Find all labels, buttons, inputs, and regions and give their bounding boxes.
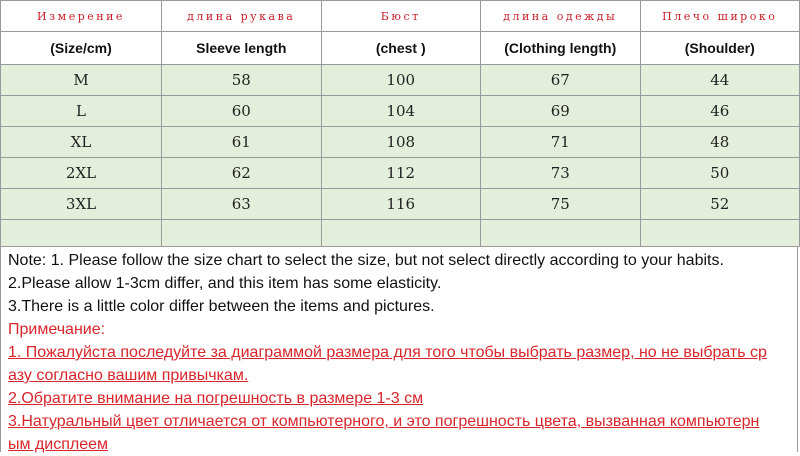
chest-cell: 116	[321, 189, 481, 220]
header-en-size: (Size/cm)	[1, 32, 162, 65]
chest-cell: 108	[321, 127, 481, 158]
note-english-3: 3.There is a little color differ between the items and pictures.	[8, 298, 435, 315]
length-cell: 75	[481, 189, 641, 220]
table-row	[1, 96, 800, 127]
header-ru-size: Измерение	[1, 1, 162, 32]
header-ru-sleeve: длина рукава	[162, 1, 322, 32]
note-english-1: Note: 1. Please follow the size chart to select the size, but not select directly according to your habits.	[8, 252, 724, 269]
header-ru-shoulder: Плечо широко	[640, 1, 800, 32]
header-en-chest: (chest )	[321, 32, 481, 65]
shoulder-cell: 52	[640, 189, 800, 220]
header-ru-length: длина одежды	[481, 1, 641, 32]
note-russian-title: Примечание:	[8, 321, 106, 338]
header-ru-chest: Бюст	[321, 1, 481, 32]
empty-cell	[640, 220, 800, 247]
shoulder-cell: 46	[640, 96, 800, 127]
empty-row	[1, 220, 800, 247]
table-row	[1, 65, 800, 96]
length-cell: 69	[481, 96, 641, 127]
sleeve-cell: 58	[162, 65, 322, 96]
size-cell: XL	[1, 127, 162, 158]
header-en-sleeve: Sleeve length	[162, 32, 322, 65]
length-cell: 67	[481, 65, 641, 96]
size-cell: M	[1, 65, 162, 96]
size-cell: 2XL	[1, 158, 162, 189]
table-row	[1, 127, 800, 158]
length-cell: 71	[481, 127, 641, 158]
chest-cell: 100	[321, 65, 481, 96]
note-russian-3a: 3.Натуральный цвет отличается от компьютерного, и это погрешность цвета, вызванная компьютерн	[8, 413, 760, 430]
header-row-english	[1, 32, 800, 65]
notes-section	[0, 246, 798, 452]
shoulder-cell: 50	[640, 158, 800, 189]
shoulder-cell: 44	[640, 65, 800, 96]
empty-cell	[481, 220, 641, 247]
size-cell: 3XL	[1, 189, 162, 220]
note-russian-2: 2.Обратите внимание на погрешность в размере 1-3 см	[8, 390, 424, 407]
length-cell: 73	[481, 158, 641, 189]
empty-cell	[162, 220, 322, 247]
header-en-length: (Clothing length)	[481, 32, 641, 65]
note-russian-1a: 1. Пожалуйста последуйте за диаграммой размера для того чтобы выбрать размер, но не выбрать ср	[8, 344, 767, 361]
size-cell: L	[1, 96, 162, 127]
empty-cell	[321, 220, 481, 247]
sleeve-cell: 61	[162, 127, 322, 158]
note-russian-3b: ым дисплеем	[8, 436, 109, 453]
chest-cell: 112	[321, 158, 481, 189]
header-row-russian	[1, 1, 800, 32]
sleeve-cell: 60	[162, 96, 322, 127]
sleeve-cell: 62	[162, 158, 322, 189]
table-row	[1, 158, 800, 189]
empty-cell	[1, 220, 162, 247]
sleeve-cell: 63	[162, 189, 322, 220]
note-russian-1b: азу согласно вашим привычкам.	[8, 367, 249, 384]
chest-cell: 104	[321, 96, 481, 127]
table-row	[1, 189, 800, 220]
header-en-shoulder: (Shoulder)	[640, 32, 800, 65]
shoulder-cell: 48	[640, 127, 800, 158]
note-english-2: 2.Please allow 1-3cm differ, and this item has some elasticity.	[8, 275, 442, 292]
